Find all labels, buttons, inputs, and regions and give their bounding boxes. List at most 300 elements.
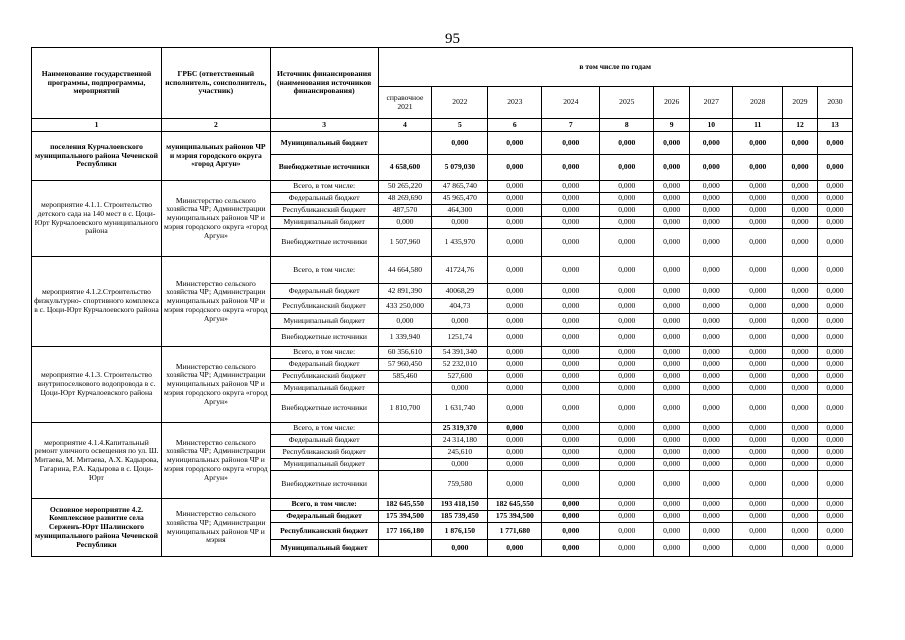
value-cell: 0,000 xyxy=(783,395,818,423)
value-cell: 0,000 xyxy=(690,155,733,181)
grbs-cell: Министерство сельского хозяйства ЧР; Администрации муниципальных районов ЧР и мэрия городского округа «город Аргун» xyxy=(161,257,270,347)
value-cell: 0,000 xyxy=(542,523,600,540)
value-cell: 0,000 xyxy=(654,471,690,499)
value-cell: 0,000 xyxy=(654,423,690,435)
col-num: 5 xyxy=(432,119,488,132)
value-cell: 0,000 xyxy=(733,471,783,499)
value-cell: 0,000 xyxy=(817,181,852,193)
value-cell: 40068,29 xyxy=(432,284,488,299)
col-num: 4 xyxy=(378,119,432,132)
value-cell: 0,000 xyxy=(488,423,542,435)
value-cell: 50 265,220 xyxy=(378,181,432,193)
col-num: 2 xyxy=(161,119,270,132)
value-cell: 585,460 xyxy=(378,371,432,383)
value-cell: 0,000 xyxy=(733,193,783,205)
value-cell: 464,300 xyxy=(432,205,488,217)
value-cell: 0,000 xyxy=(542,395,600,423)
source-cell: Внебюджетные источники xyxy=(270,229,378,257)
value-cell: 0,000 xyxy=(654,447,690,459)
table-row xyxy=(32,181,853,193)
value-cell: 0,000 xyxy=(733,229,783,257)
value-cell: 44 664,580 xyxy=(378,257,432,284)
value-cell: 0,000 xyxy=(817,499,852,511)
value-cell: 0,000 xyxy=(690,284,733,299)
value-cell: 0,000 xyxy=(817,511,852,523)
value-cell xyxy=(378,447,432,459)
measure-name: Основное мероприятие 4.2. Комплексное развитие села Серженъ-Юрт Шалинского муниципального района Чеченской Республики xyxy=(32,499,162,557)
column-numbers-row xyxy=(32,119,853,132)
value-cell: 0,000 xyxy=(733,447,783,459)
value-cell: 759,580 xyxy=(432,471,488,499)
value-cell: 0,000 xyxy=(733,459,783,471)
value-cell: 0,000 xyxy=(600,257,654,284)
value-cell: 0,000 xyxy=(733,359,783,371)
value-cell: 0,000 xyxy=(542,435,600,447)
value-cell: 0,000 xyxy=(733,217,783,229)
value-cell: 54 391,340 xyxy=(432,347,488,359)
table-row xyxy=(32,132,853,155)
value-cell: 0,000 xyxy=(817,257,852,284)
source-cell: Федеральный бюджет xyxy=(270,435,378,447)
value-cell: 0,000 xyxy=(488,447,542,459)
value-cell: 1 507,960 xyxy=(378,229,432,257)
value-cell: 0,000 xyxy=(654,499,690,511)
header-row xyxy=(32,48,853,87)
value-cell: 0,000 xyxy=(783,359,818,371)
year-cell: справочное 2021 xyxy=(378,87,432,119)
value-cell: 0,000 xyxy=(733,205,783,217)
value-cell: 0,000 xyxy=(488,383,542,395)
value-cell: 175 394,500 xyxy=(488,511,542,523)
value-cell: 0,000 xyxy=(542,471,600,499)
value-cell: 0,000 xyxy=(817,217,852,229)
value-cell: 0,000 xyxy=(542,329,600,347)
value-cell: 42 891,390 xyxy=(378,284,432,299)
value-cell: 404,73 xyxy=(432,299,488,314)
value-cell: 0,000 xyxy=(733,423,783,435)
value-cell: 0,000 xyxy=(654,284,690,299)
value-cell: 0,000 xyxy=(654,193,690,205)
value-cell: 0,000 xyxy=(542,314,600,329)
value-cell: 52 232,010 xyxy=(432,359,488,371)
value-cell: 0,000 xyxy=(690,329,733,347)
value-cell: 0,000 xyxy=(690,383,733,395)
value-cell: 0,000 xyxy=(488,299,542,314)
value-cell: 0,000 xyxy=(600,435,654,447)
value-cell: 0,000 xyxy=(690,132,733,155)
value-cell: 0,000 xyxy=(817,314,852,329)
value-cell: 0,000 xyxy=(733,155,783,181)
col-num: 6 xyxy=(488,119,542,132)
source-cell: Муниципальный бюджет xyxy=(270,540,378,557)
source-cell: Муниципальный бюджет xyxy=(270,132,378,155)
value-cell: 0,000 xyxy=(542,383,600,395)
value-cell: 0,000 xyxy=(690,435,733,447)
value-cell: 0,000 xyxy=(783,284,818,299)
value-cell: 0,000 xyxy=(542,423,600,435)
source-cell: Федеральный бюджет xyxy=(270,359,378,371)
value-cell: 527,600 xyxy=(432,371,488,383)
value-cell: 0,000 xyxy=(488,155,542,181)
value-cell: 0,000 xyxy=(378,217,432,229)
value-cell xyxy=(378,435,432,447)
value-cell: 0,000 xyxy=(817,193,852,205)
value-cell: 0,000 xyxy=(733,347,783,359)
value-cell: 0,000 xyxy=(600,459,654,471)
value-cell: 0,000 xyxy=(600,193,654,205)
table-row xyxy=(32,499,853,511)
value-cell: 0,000 xyxy=(600,314,654,329)
source-cell: Республиканский бюджет xyxy=(270,523,378,540)
value-cell: 0,000 xyxy=(542,511,600,523)
value-cell: 5 079,030 xyxy=(432,155,488,181)
value-cell: 0,000 xyxy=(783,181,818,193)
value-cell: 0,000 xyxy=(654,511,690,523)
value-cell: 0,000 xyxy=(817,132,852,155)
value-cell: 0,000 xyxy=(488,471,542,499)
value-cell: 0,000 xyxy=(488,540,542,557)
grbs-cell: Министерство сельского хозяйства ЧР; Администрации муниципальных районов ЧР и мэрия xyxy=(161,499,270,557)
value-cell: 1 631,740 xyxy=(432,395,488,423)
value-cell: 0,000 xyxy=(690,395,733,423)
value-cell: 0,000 xyxy=(542,540,600,557)
value-cell: 0,000 xyxy=(733,435,783,447)
header-source: Источник финансирования (наименования источников финансирования) xyxy=(270,48,378,119)
value-cell: 0,000 xyxy=(654,347,690,359)
header-grbs: ГРБС (ответственный исполнитель, соисполнитель, участник) xyxy=(161,48,270,119)
value-cell: 0,000 xyxy=(783,299,818,314)
value-cell: 0,000 xyxy=(783,511,818,523)
value-cell: 0,000 xyxy=(542,205,600,217)
value-cell: 0,000 xyxy=(733,540,783,557)
value-cell: 0,000 xyxy=(488,459,542,471)
year-cell: 2022 xyxy=(432,87,488,119)
source-cell: Внебюджетные источники xyxy=(270,155,378,181)
value-cell: 1251,74 xyxy=(432,329,488,347)
value-cell: 0,000 xyxy=(542,359,600,371)
value-cell: 0,000 xyxy=(783,371,818,383)
value-cell: 0,000 xyxy=(600,181,654,193)
value-cell: 0,000 xyxy=(488,229,542,257)
value-cell: 1 339,940 xyxy=(378,329,432,347)
value-cell: 0,000 xyxy=(488,329,542,347)
year-cell: 2025 xyxy=(600,87,654,119)
value-cell: 0,000 xyxy=(733,181,783,193)
col-num: 13 xyxy=(817,119,852,132)
value-cell: 48 269,690 xyxy=(378,193,432,205)
value-cell: 0,000 xyxy=(600,499,654,511)
value-cell: 0,000 xyxy=(817,155,852,181)
value-cell: 245,610 xyxy=(432,447,488,459)
value-cell: 0,000 xyxy=(488,314,542,329)
value-cell: 0,000 xyxy=(600,540,654,557)
value-cell: 0,000 xyxy=(600,132,654,155)
measure-name: мероприятие 4.1.3. Строительство внутрипоселкового водопровода в с. Цоци-Юрт Курчалоевского района xyxy=(32,347,162,423)
value-cell: 0,000 xyxy=(817,435,852,447)
value-cell: 0,000 xyxy=(542,193,600,205)
value-cell: 0,000 xyxy=(600,329,654,347)
value-cell: 0,000 xyxy=(542,181,600,193)
value-cell: 0,000 xyxy=(654,217,690,229)
value-cell: 0,000 xyxy=(690,523,733,540)
value-cell: 0,000 xyxy=(733,523,783,540)
value-cell: 193 418,150 xyxy=(432,499,488,511)
source-cell: Муниципальный бюджет xyxy=(270,459,378,471)
value-cell: 0,000 xyxy=(817,299,852,314)
source-cell: Муниципальный бюджет xyxy=(270,217,378,229)
value-cell: 0,000 xyxy=(733,499,783,511)
value-cell: 0,000 xyxy=(600,284,654,299)
value-cell: 0,000 xyxy=(488,217,542,229)
value-cell: 0,000 xyxy=(690,459,733,471)
table-row xyxy=(32,257,853,284)
source-cell: Республиканский бюджет xyxy=(270,371,378,383)
source-cell: Муниципальный бюджет xyxy=(270,383,378,395)
value-cell: 0,000 xyxy=(783,435,818,447)
value-cell: 0,000 xyxy=(600,523,654,540)
value-cell: 0,000 xyxy=(783,423,818,435)
value-cell xyxy=(378,132,432,155)
value-cell: 0,000 xyxy=(783,217,818,229)
measure-name: мероприятие 4.1.4.Капитальный ремонт уличного освещения по ул. Ш. Митаева, М. Митаева, А.Х. Кадырова, Гагарина, Р.А. Кадырова в с. Цоци-Юрт xyxy=(32,423,162,499)
value-cell: 0,000 xyxy=(654,523,690,540)
value-cell: 0,000 xyxy=(488,193,542,205)
value-cell: 0,000 xyxy=(783,155,818,181)
value-cell: 0,000 xyxy=(817,471,852,499)
value-cell: 0,000 xyxy=(690,299,733,314)
value-cell: 0,000 xyxy=(542,284,600,299)
source-cell: Внебюджетные источники xyxy=(270,395,378,423)
value-cell: 0,000 xyxy=(654,299,690,314)
value-cell: 0,000 xyxy=(733,314,783,329)
value-cell: 0,000 xyxy=(783,447,818,459)
value-cell: 0,000 xyxy=(783,132,818,155)
value-cell: 0,000 xyxy=(600,371,654,383)
value-cell: 0,000 xyxy=(488,347,542,359)
value-cell: 0,000 xyxy=(432,132,488,155)
value-cell: 0,000 xyxy=(783,347,818,359)
value-cell: 0,000 xyxy=(690,447,733,459)
source-cell: Республиканский бюджет xyxy=(270,205,378,217)
value-cell: 0,000 xyxy=(600,383,654,395)
col-num: 12 xyxy=(783,119,818,132)
value-cell: 0,000 xyxy=(378,314,432,329)
value-cell: 0,000 xyxy=(654,155,690,181)
value-cell: 0,000 xyxy=(542,155,600,181)
value-cell: 0,000 xyxy=(783,205,818,217)
value-cell: 0,000 xyxy=(600,155,654,181)
value-cell: 0,000 xyxy=(542,299,600,314)
value-cell: 0,000 xyxy=(488,181,542,193)
value-cell: 0,000 xyxy=(432,314,488,329)
value-cell: 0,000 xyxy=(817,395,852,423)
grbs-cell: Министерство сельского хозяйства ЧР; Администрации муниципальных районов ЧР и мэрия городского округа «город Аргун» xyxy=(161,423,270,499)
year-cell: 2029 xyxy=(783,87,818,119)
value-cell: 0,000 xyxy=(542,371,600,383)
value-cell: 4 658,600 xyxy=(378,155,432,181)
value-cell: 0,000 xyxy=(600,205,654,217)
value-cell: 0,000 xyxy=(817,359,852,371)
value-cell: 0,000 xyxy=(600,217,654,229)
year-cell: 2028 xyxy=(733,87,783,119)
value-cell: 0,000 xyxy=(690,499,733,511)
value-cell: 0,000 xyxy=(654,383,690,395)
value-cell: 0,000 xyxy=(600,395,654,423)
value-cell: 0,000 xyxy=(817,383,852,395)
value-cell: 0,000 xyxy=(488,284,542,299)
source-cell: Федеральный бюджет xyxy=(270,284,378,299)
col-num: 7 xyxy=(542,119,600,132)
value-cell: 0,000 xyxy=(817,540,852,557)
source-cell: Федеральный бюджет xyxy=(270,193,378,205)
value-cell: 0,000 xyxy=(690,229,733,257)
value-cell: 0,000 xyxy=(488,257,542,284)
value-cell: 0,000 xyxy=(690,181,733,193)
value-cell xyxy=(378,423,432,435)
value-cell: 487,570 xyxy=(378,205,432,217)
value-cell: 0,000 xyxy=(733,511,783,523)
value-cell xyxy=(378,540,432,557)
source-cell: Всего, в том числе: xyxy=(270,499,378,511)
value-cell: 24 314,180 xyxy=(432,435,488,447)
col-num: 1 xyxy=(32,119,162,132)
value-cell: 0,000 xyxy=(690,423,733,435)
value-cell: 0,000 xyxy=(690,471,733,499)
value-cell: 0,000 xyxy=(783,499,818,511)
header-years-caption: в том числе по годам xyxy=(378,48,853,87)
value-cell: 177 166,180 xyxy=(378,523,432,540)
value-cell: 0,000 xyxy=(817,205,852,217)
grbs-cell: Министерство сельского хозяйства ЧР; Администрации муниципальных районов ЧР и мэрия городского округа «город Аргун» xyxy=(161,181,270,257)
value-cell: 0,000 xyxy=(690,205,733,217)
value-cell: 0,000 xyxy=(654,540,690,557)
value-cell: 0,000 xyxy=(600,511,654,523)
value-cell: 175 394,500 xyxy=(378,511,432,523)
value-cell: 0,000 xyxy=(783,229,818,257)
measure-name: мероприятие 4.1.2.Строительство физкультурно- спортивного комплекса в с. Цоци-Юрт Курчалоевского района xyxy=(32,257,162,347)
value-cell: 57 960,450 xyxy=(378,359,432,371)
value-cell: 0,000 xyxy=(817,329,852,347)
value-cell: 0,000 xyxy=(690,540,733,557)
col-num: 8 xyxy=(600,119,654,132)
value-cell: 60 356,610 xyxy=(378,347,432,359)
value-cell: 0,000 xyxy=(542,132,600,155)
value-cell: 0,000 xyxy=(654,205,690,217)
value-cell: 0,000 xyxy=(733,284,783,299)
value-cell xyxy=(378,471,432,499)
source-cell: Всего, в том числе: xyxy=(270,257,378,284)
table-row xyxy=(32,423,853,435)
value-cell: 0,000 xyxy=(432,217,488,229)
value-cell: 0,000 xyxy=(654,229,690,257)
value-cell: 0,000 xyxy=(654,314,690,329)
col-num: 9 xyxy=(654,119,690,132)
value-cell: 0,000 xyxy=(542,257,600,284)
budget-table xyxy=(31,47,853,557)
source-cell: Всего, в том числе: xyxy=(270,181,378,193)
value-cell: 0,000 xyxy=(690,257,733,284)
value-cell: 1 810,700 xyxy=(378,395,432,423)
value-cell: 182 645,550 xyxy=(488,499,542,511)
table-row xyxy=(32,347,853,359)
value-cell: 0,000 xyxy=(733,329,783,347)
value-cell: 0,000 xyxy=(733,299,783,314)
value-cell: 25 319,370 xyxy=(432,423,488,435)
value-cell: 0,000 xyxy=(817,459,852,471)
value-cell: 0,000 xyxy=(654,435,690,447)
source-cell: Всего, в том числе: xyxy=(270,423,378,435)
value-cell: 0,000 xyxy=(690,371,733,383)
value-cell: 0,000 xyxy=(600,299,654,314)
value-cell: 0,000 xyxy=(654,359,690,371)
value-cell xyxy=(378,459,432,471)
value-cell: 0,000 xyxy=(488,132,542,155)
value-cell: 0,000 xyxy=(542,347,600,359)
value-cell: 47 865,740 xyxy=(432,181,488,193)
value-cell: 0,000 xyxy=(783,329,818,347)
value-cell: 0,000 xyxy=(488,205,542,217)
value-cell: 0,000 xyxy=(432,383,488,395)
value-cell: 1 435,970 xyxy=(432,229,488,257)
value-cell: 0,000 xyxy=(783,540,818,557)
value-cell: 0,000 xyxy=(600,471,654,499)
value-cell: 0,000 xyxy=(783,193,818,205)
year-cell: 2027 xyxy=(690,87,733,119)
value-cell: 0,000 xyxy=(432,459,488,471)
measure-name: поселения Курчалоевского муниципального района Чеченской Республики xyxy=(32,132,162,181)
value-cell: 0,000 xyxy=(488,371,542,383)
source-cell: Муниципальный бюджет xyxy=(270,314,378,329)
value-cell: 0,000 xyxy=(654,329,690,347)
year-cell: 2026 xyxy=(654,87,690,119)
value-cell: 0,000 xyxy=(817,523,852,540)
page-number: 95 xyxy=(445,31,460,47)
value-cell: 0,000 xyxy=(600,347,654,359)
grbs-cell: муниципальных районов ЧР и мэрия городского округа «город Аргун» xyxy=(161,132,270,181)
source-cell: Всего, в том числе: xyxy=(270,347,378,359)
value-cell: 41724,76 xyxy=(432,257,488,284)
value-cell: 0,000 xyxy=(817,447,852,459)
value-cell: 0,000 xyxy=(654,371,690,383)
value-cell: 0,000 xyxy=(733,395,783,423)
value-cell: 0,000 xyxy=(690,193,733,205)
value-cell: 433 250,000 xyxy=(378,299,432,314)
value-cell: 0,000 xyxy=(488,395,542,423)
value-cell: 0,000 xyxy=(600,359,654,371)
value-cell: 0,000 xyxy=(783,314,818,329)
value-cell xyxy=(378,383,432,395)
value-cell: 0,000 xyxy=(542,499,600,511)
value-cell: 0,000 xyxy=(488,435,542,447)
value-cell: 0,000 xyxy=(600,447,654,459)
header-name: Наименование государственной программы, подпрограммы, мероприятий xyxy=(32,48,162,119)
value-cell: 0,000 xyxy=(783,523,818,540)
value-cell: 0,000 xyxy=(783,383,818,395)
value-cell: 0,000 xyxy=(783,257,818,284)
value-cell: 0,000 xyxy=(783,471,818,499)
value-cell: 0,000 xyxy=(600,229,654,257)
source-cell: Республиканский бюджет xyxy=(270,299,378,314)
value-cell: 0,000 xyxy=(432,540,488,557)
value-cell: 0,000 xyxy=(733,257,783,284)
year-cell: 2023 xyxy=(488,87,542,119)
col-num: 3 xyxy=(270,119,378,132)
value-cell: 0,000 xyxy=(542,447,600,459)
source-cell: Внебюджетные источники xyxy=(270,329,378,347)
value-cell: 0,000 xyxy=(654,395,690,423)
value-cell: 0,000 xyxy=(817,347,852,359)
value-cell: 0,000 xyxy=(654,181,690,193)
